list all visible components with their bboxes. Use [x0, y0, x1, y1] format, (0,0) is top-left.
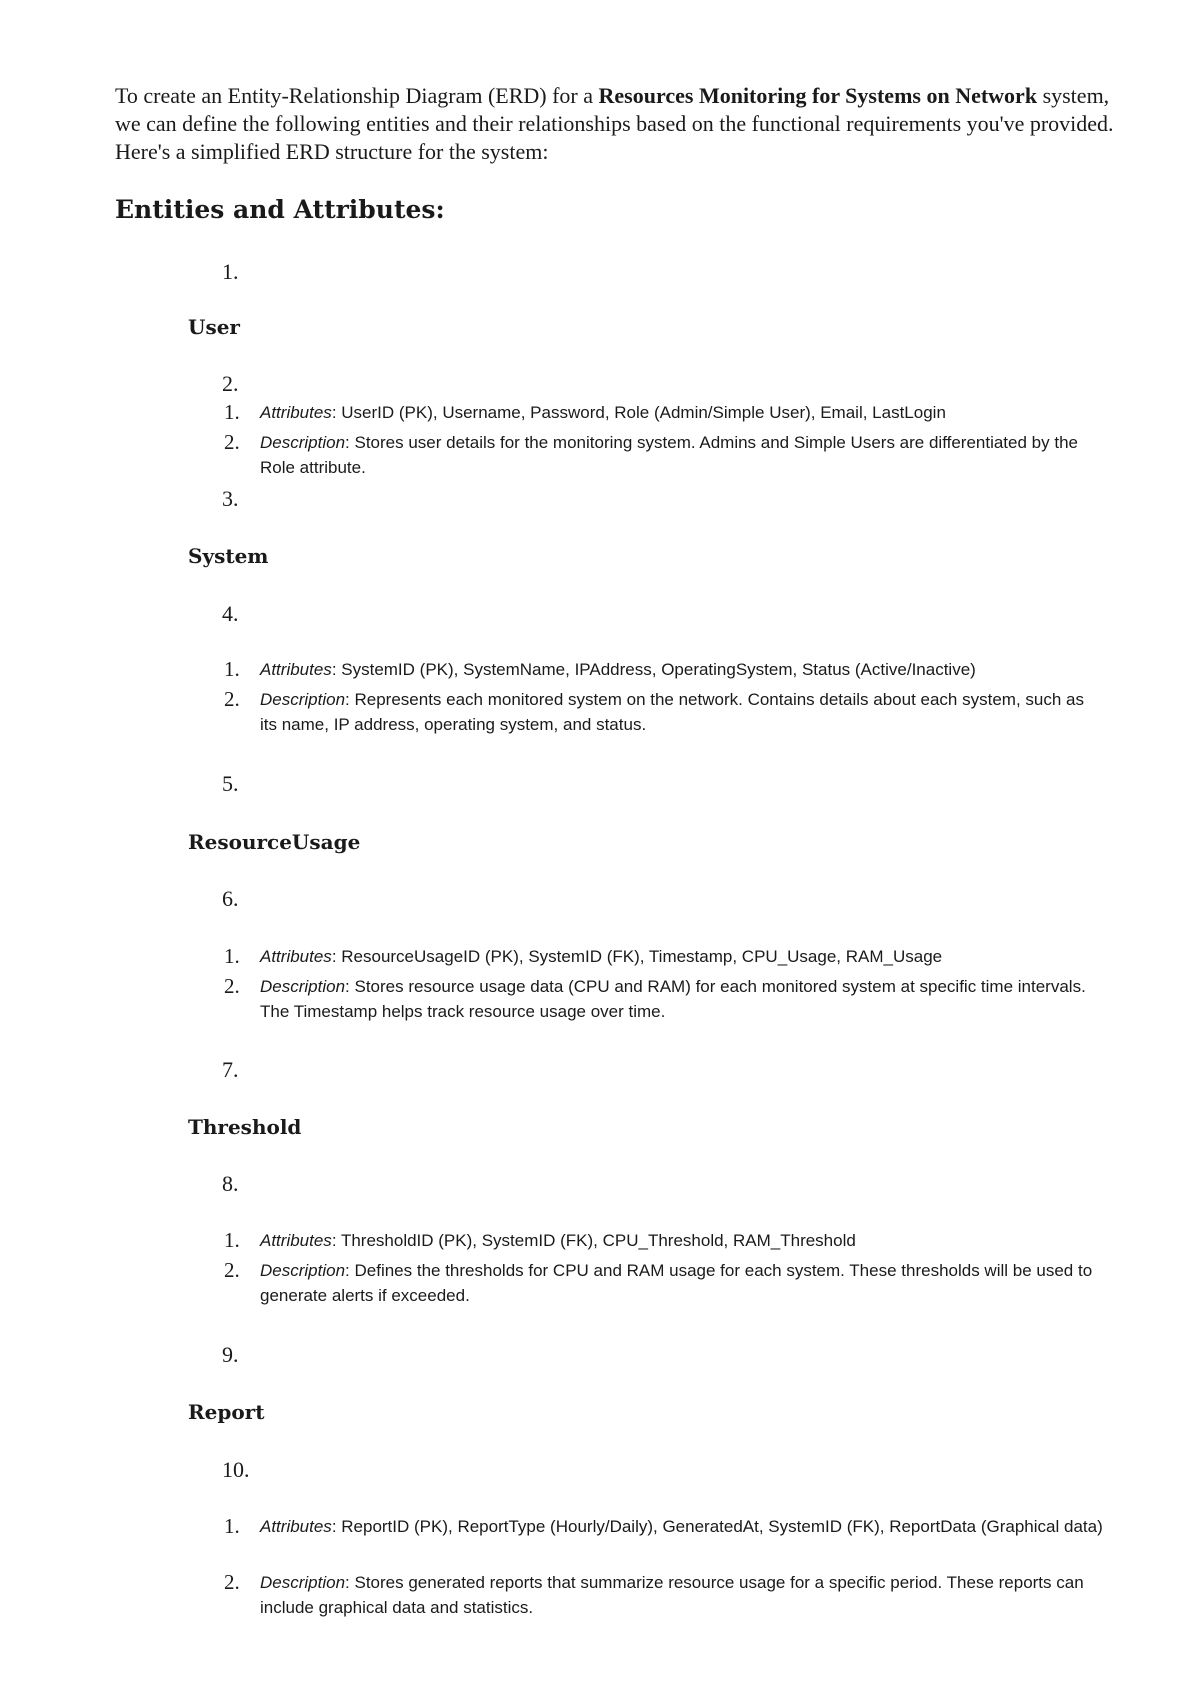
intro-text-2: system, we can define the following entities and their relationships based on the functional requirements you've provided. Here's a simplified ERD structure for the system: — [115, 83, 1114, 164]
entity-name-user: User — [188, 315, 240, 339]
list-marker: 2. — [224, 1570, 240, 1594]
outer-number-3: 3. — [222, 486, 239, 511]
report-description-item — [224, 1570, 1104, 1620]
entity-name-system: System — [188, 544, 269, 568]
outer-number-6: 6. — [222, 886, 239, 911]
outer-number-5: 5. — [222, 771, 239, 796]
list-marker: 2. — [224, 1258, 240, 1282]
section-heading: Entities and Attributes: — [115, 195, 445, 224]
attributes-label: Attributes — [260, 660, 332, 679]
outer-number-9: 9. — [222, 1342, 239, 1367]
description-label: Description — [260, 433, 346, 452]
list-marker: 2. — [224, 687, 240, 711]
description-label: Description — [260, 977, 346, 996]
intro-text-1: To create an Entity-Relationship Diagram (ERD) for a — [115, 83, 599, 108]
report-attributes-item — [224, 1514, 1104, 1539]
user-description-item — [224, 430, 1104, 480]
resourceusage-attributes-item — [224, 944, 1104, 969]
list-marker: 2. — [224, 974, 240, 998]
outer-number-10: 10. — [222, 1457, 250, 1482]
attributes-value: : ThresholdID (PK), SystemID (FK), CPU_Threshold, RAM_Threshold — [331, 1231, 856, 1250]
outer-number-1: 1. — [222, 259, 239, 284]
intro-bold-title: Resources Monitoring for Systems on Network — [598, 83, 1038, 108]
entity-name-threshold: Threshold — [188, 1115, 302, 1139]
attributes-value: : ReportID (PK), ReportType (Hourly/Daily), GeneratedAt, SystemID (FK), ReportData (Graphical data) — [331, 1517, 1103, 1536]
list-marker: 1. — [224, 1228, 240, 1252]
description-value: : Represents each monitored system on the network. Contains details about each system, such as its name, IP address, operating system, and status. — [260, 690, 1084, 734]
user-attributes-item — [224, 400, 1104, 425]
description-value: : Stores resource usage data (CPU and RAM) for each monitored system at specific time intervals. The Timestamp helps track resource usage over time. — [260, 977, 1086, 1021]
description-value: : Stores user details for the monitoring system. Admins and Simple Users are differentiated by the Role attribute. — [260, 433, 1078, 477]
outer-number-8: 8. — [222, 1171, 239, 1196]
list-marker: 1. — [224, 400, 240, 424]
list-marker: 2. — [224, 430, 240, 454]
system-description-item — [224, 687, 1104, 737]
list-marker: 1. — [224, 657, 240, 681]
system-attributes-item — [224, 657, 1104, 682]
intro-paragraph — [115, 82, 1115, 166]
description-value: : Stores generated reports that summarize resource usage for a specific period. These reports can include graphical data and statistics. — [260, 1573, 1084, 1617]
attributes-value: : UserID (PK), Username, Password, Role (Admin/Simple User), Email, LastLogin — [331, 403, 946, 422]
threshold-attributes-item — [224, 1228, 1104, 1253]
outer-number-4: 4. — [222, 601, 239, 626]
entity-name-resourceusage: ResourceUsage — [188, 830, 361, 854]
description-label: Description — [260, 690, 346, 709]
description-label: Description — [260, 1573, 346, 1592]
attributes-label: Attributes — [260, 1231, 332, 1250]
outer-number-2: 2. — [222, 371, 239, 396]
entity-name-report: Report — [188, 1400, 265, 1424]
list-marker: 1. — [224, 944, 240, 968]
threshold-description-item — [224, 1258, 1104, 1308]
attributes-label: Attributes — [260, 403, 332, 422]
description-value: : Defines the thresholds for CPU and RAM usage for each system. These thresholds will be used to generate alerts if exceeded. — [260, 1261, 1093, 1305]
attributes-value: : ResourceUsageID (PK), SystemID (FK), Timestamp, CPU_Usage, RAM_Usage — [331, 947, 943, 966]
outer-number-7: 7. — [222, 1057, 239, 1082]
description-label: Description — [260, 1261, 346, 1280]
attributes-label: Attributes — [260, 1517, 332, 1536]
list-marker: 1. — [224, 1514, 240, 1538]
attributes-label: Attributes — [260, 947, 332, 966]
resourceusage-description-item — [224, 974, 1104, 1024]
attributes-value: : SystemID (PK), SystemName, IPAddress, OperatingSystem, Status (Active/Inactive) — [331, 660, 976, 679]
